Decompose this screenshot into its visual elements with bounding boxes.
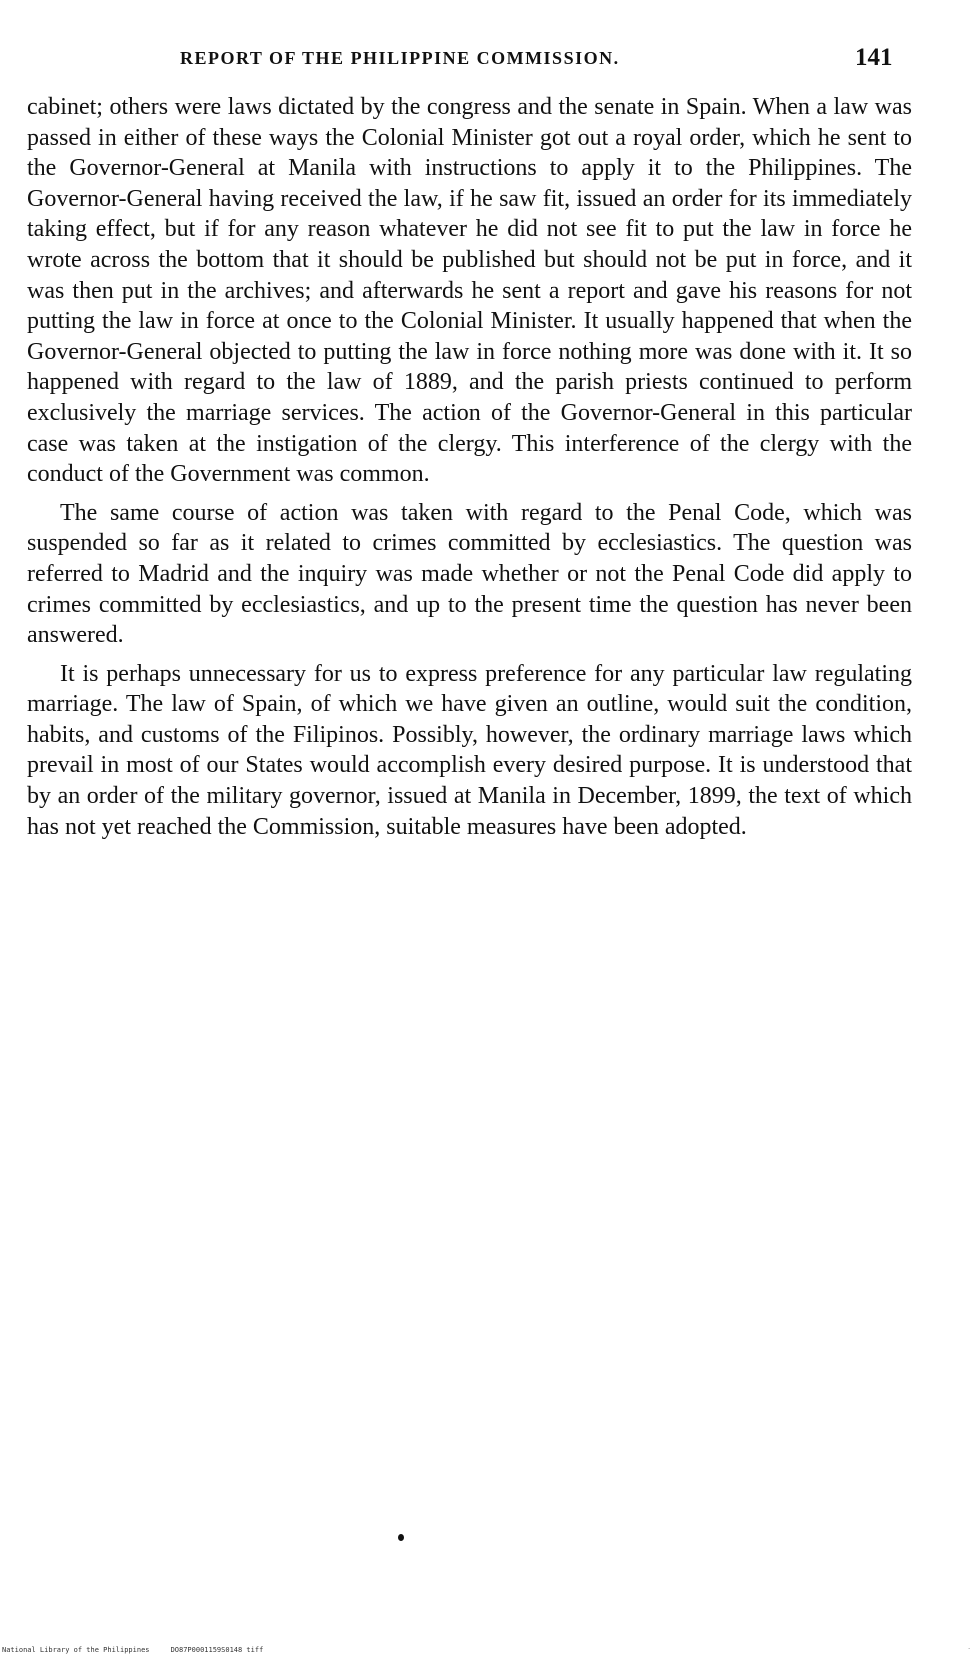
ink-dot-mark <box>398 1534 404 1541</box>
paragraph-2: The same course of action was taken with regard to the Penal Code, which was suspended so far as it related to crimes committed by ecclesiastics. The question was referred to Madrid and the inquiry was made whether or not the Penal Code did apply to crimes committed by ecclesiastics, and up to the present time the question has never been answered. <box>27 499 912 649</box>
scan-credit-footer: National Library of the Philippines DO87P0001159S0148 tiff <box>2 1646 264 1654</box>
paragraph-1: cabinet; others were laws dictated by the congress and the senate in Spain. When a law was passed in either of these ways the Colonial Minister got out a royal order, which he sent to the Governor-General at Manila with instructions to apply it to the Philippines. The Governor-General having received the law, if he saw fit, issued an order for its immediately taking effect, but if for any reason whatever he did not see fit to put the law in force he wrote across the bottom that it should be published but should not be put in force, and it was then put in the archives; and afterwards he sent a report and gave his reasons for not putting the law in force at once to the Colonial Minister. It usually happened that when the Governor-General objected to putting the law in force nothing more was done with it. It so happened with regard to the law of 1889, and the parish priests continued to perform exclusively the marriage services. The action of the Governor-General in this particular case was taken at the instigation of the clergy. This interference of the clergy with the conduct of the Government was common. <box>27 94 912 488</box>
body-text <box>27 92 912 850</box>
corner-scan-mark: . <box>968 1643 971 1651</box>
page-number: 141 <box>855 44 893 71</box>
running-head-title: REPORT OF THE PHILIPPINE COMMISSION. <box>180 48 620 68</box>
paragraph-3: It is perhaps unnecessary for us to express preference for any particular law regulating marriage. The law of Spain, of which we have given an outline, would suit the condition, habits, and customs of the Filipinos. Possibly, however, the ordinary marriage laws which prevail in most of our States would accomplish every desired purpose. It is understood that by an order of the military governor, issued at Manila in December, 1899, the text of which has not yet reached the Commission, suitable measures have been adopted. <box>27 660 912 840</box>
